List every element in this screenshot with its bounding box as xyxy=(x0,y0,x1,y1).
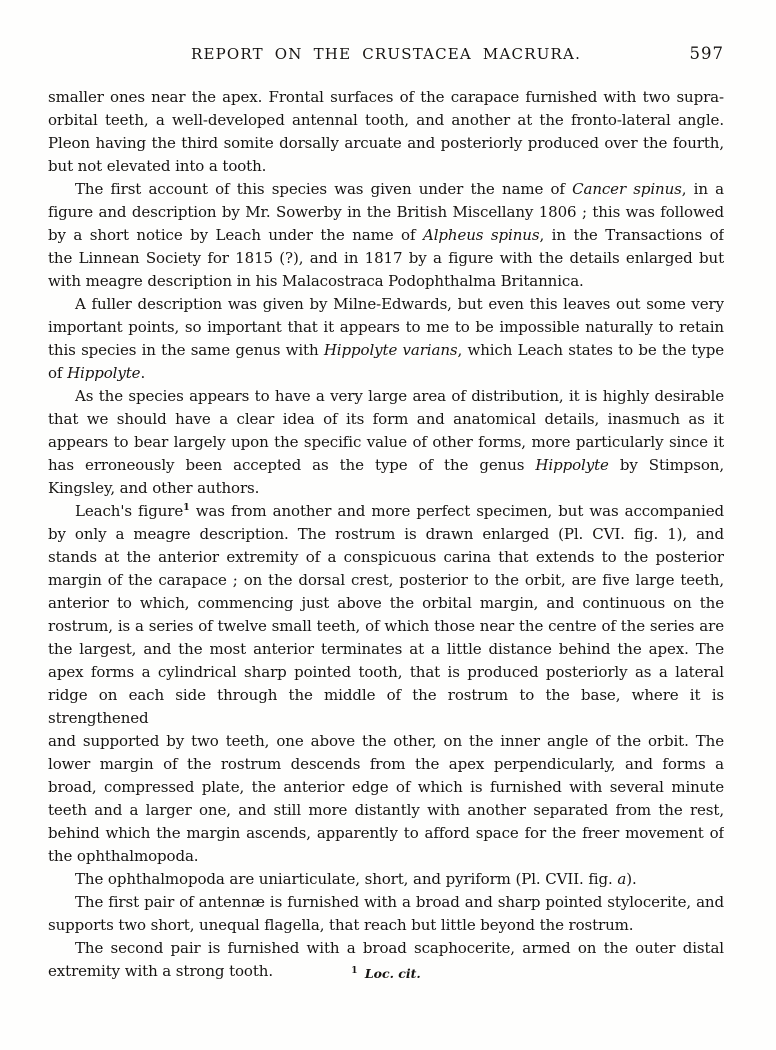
text-line xyxy=(48,500,724,523)
footnote-reference: 1 xyxy=(183,502,190,513)
text-line xyxy=(48,661,724,684)
text-line xyxy=(48,155,724,178)
text-segment: by Stimpson, xyxy=(608,456,724,474)
text-segment: important points, so important that it appears to me to be impossible naturally to retain xyxy=(48,318,724,336)
text-line xyxy=(48,362,724,385)
text-line xyxy=(48,86,724,109)
page-number: 597 xyxy=(689,44,724,63)
text-line xyxy=(48,201,724,224)
text-segment: , which Leach states to be the type xyxy=(457,341,724,359)
text-segment: behind which the margin ascends, apparently to afford space for the freer movement of xyxy=(48,824,724,842)
text-line xyxy=(48,523,724,546)
text-line xyxy=(48,937,724,960)
text-segment: orbital teeth, a well-developed antennal tooth, and another at the fronto-lateral angle. xyxy=(48,111,724,129)
text-line xyxy=(48,845,724,868)
running-title: REPORT ON THE CRUSTACEA MACRURA. xyxy=(190,45,582,63)
footnote-text: Loc. cit. xyxy=(364,966,421,981)
text-segment: . xyxy=(140,364,146,382)
text-segment: with meagre description in his Malacostraca Podophthalma Britannica. xyxy=(48,272,584,290)
text-segment: broad, compressed plate, the anterior edge of which is furnished with several minute xyxy=(48,778,724,796)
text-segment: was from another and more perfect specimen, but was accompanied xyxy=(189,502,724,520)
text-segment: ridge on each side through the middle of the rostrum to the base, where it is strengthened xyxy=(48,686,724,727)
text-line xyxy=(48,132,724,155)
text-segment: smaller ones near the apex. Frontal surfaces of the carapace furnished with two supra- xyxy=(48,88,724,106)
text-line xyxy=(48,684,724,730)
text-segment: a xyxy=(617,870,627,888)
text-segment: ). xyxy=(626,870,637,888)
text-segment: Leach's figure xyxy=(75,502,184,520)
text-segment: Alpheus spinus xyxy=(422,226,540,244)
text-line xyxy=(48,247,724,270)
text-segment: the Linnean Society for 1815 (?), and in 1817 by a figure with the details enlarged but xyxy=(48,249,724,267)
text-segment: of xyxy=(48,364,68,382)
text-segment: Kingsley, and other authors. xyxy=(48,479,260,497)
text-line xyxy=(48,385,724,408)
text-line xyxy=(48,822,724,845)
text-line xyxy=(48,891,724,914)
text-segment: but not elevated into a tooth. xyxy=(48,157,267,175)
text-segment: has erroneously been accepted as the type of the genus xyxy=(48,456,536,474)
text-segment: Hippolyte xyxy=(535,456,609,474)
text-segment: appears to bear largely upon the specific value of other forms, more particularly since it xyxy=(48,433,724,451)
text-segment: the largest, and the most anterior terminates at a little distance behind the apex. The xyxy=(48,640,724,658)
text-segment: Hippolyte varians xyxy=(323,341,458,359)
page-header xyxy=(48,45,724,65)
text-segment: Cancer spinus xyxy=(572,180,682,198)
text-line xyxy=(48,477,724,500)
footnote-marker: 1 xyxy=(351,965,358,976)
text-segment: The second pair is furnished with a broad scaphocerite, armed on the outer distal xyxy=(75,939,724,957)
text-line xyxy=(48,776,724,799)
footnote xyxy=(48,966,724,981)
text-segment: teeth and a larger one, and still more distantly with another separated from the rest, xyxy=(48,801,724,819)
text-line xyxy=(48,293,724,316)
text-segment: The first pair of antennæ is furnished with a broad and sharp pointed stylocerite, and xyxy=(75,893,724,911)
text-line xyxy=(48,178,724,201)
text-segment: by only a meagre description. The rostrum is drawn enlarged (Pl. CVI. fig. 1), and xyxy=(48,525,724,543)
text-segment: that we should have a clear idea of its form and anatomical details, inasmuch as it xyxy=(48,410,724,428)
text-segment: the ophthalmopoda. xyxy=(48,847,199,865)
text-line xyxy=(48,408,724,431)
text-line xyxy=(48,914,724,937)
text-segment: lower margin of the rostrum descends from the apex perpendicularly, and forms a xyxy=(48,755,724,773)
text-segment: and supported by two teeth, one above the other, on the inner angle of the orbit. The xyxy=(48,732,724,750)
text-segment: The first account of this species was given under the name of xyxy=(75,180,573,198)
text-line xyxy=(48,546,724,569)
text-segment: Pleon having the third somite dorsally arcuate and posteriorly produced over the fourth, xyxy=(48,134,724,152)
text-line xyxy=(48,638,724,661)
text-line xyxy=(48,592,724,615)
text-line xyxy=(48,569,724,592)
text-segment: , in a xyxy=(681,180,724,198)
text-segment: Hippolyte xyxy=(67,364,141,382)
text-line xyxy=(48,316,724,339)
text-segment: As the species appears to have a very large area of distribution, it is highly desirable xyxy=(75,387,724,405)
text-line xyxy=(48,339,724,362)
text-segment: , in the Transactions of xyxy=(539,226,724,244)
text-line xyxy=(48,615,724,638)
text-line xyxy=(48,753,724,776)
text-line xyxy=(48,109,724,132)
text-segment: by a short notice by Leach under the name of xyxy=(48,226,423,244)
text-line xyxy=(48,224,724,247)
text-segment: stands at the anterior extremity of a conspicuous carina that extends to the posterior xyxy=(48,548,724,566)
text-line xyxy=(48,868,724,891)
text-segment: margin of the carapace ; on the dorsal crest, posterior to the orbit, are five large teeth, xyxy=(48,571,724,589)
text-segment: this species in the same genus with xyxy=(48,341,324,359)
text-segment: apex forms a cylindrical sharp pointed tooth, that is produced posteriorly as a lateral xyxy=(48,663,724,681)
text-line xyxy=(48,730,724,753)
text-segment: anterior to which, commencing just above the orbital margin, and continuous on the xyxy=(48,594,724,612)
text-line xyxy=(48,454,724,477)
text-line xyxy=(48,799,724,822)
text-segment: figure and description by Mr. Sowerby in the British Miscellany 1806 ; this was followed xyxy=(48,203,724,221)
text-segment: supports two short, unequal flagella, that reach but little beyond the rostrum. xyxy=(48,916,634,934)
text-segment: The ophthalmopoda are uniarticulate, short, and pyriform (Pl. CVII. fig. xyxy=(75,870,618,888)
text-segment: A fuller description was given by Milne-Edwards, but even this leaves out some very xyxy=(75,295,724,313)
text-line xyxy=(48,270,724,293)
text-line xyxy=(48,431,724,454)
text-segment: extremity with a strong tooth. xyxy=(48,962,274,980)
text-segment: rostrum, is a series of twelve small teeth, of which those near the centre of the series are xyxy=(48,617,724,635)
body-text xyxy=(48,86,724,983)
